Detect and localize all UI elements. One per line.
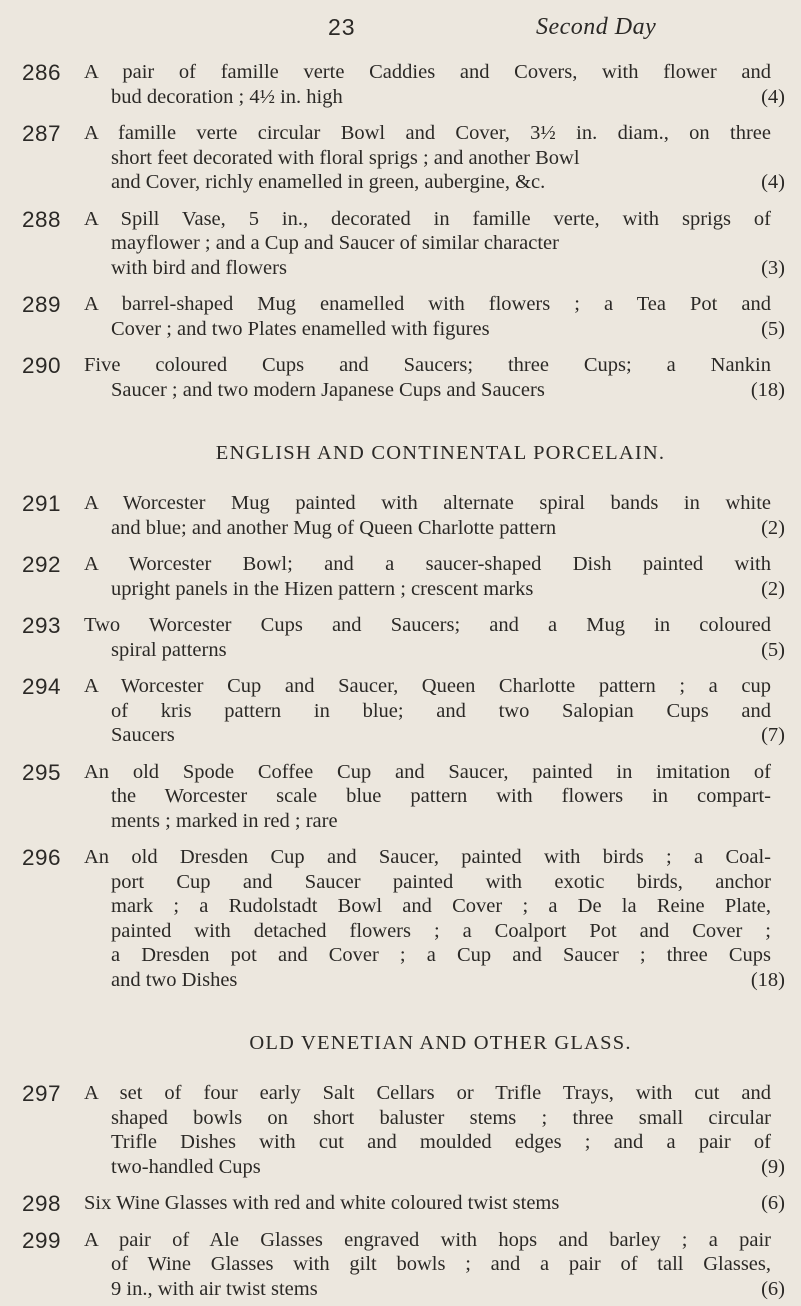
- lot-number: 298: [22, 1191, 62, 1216]
- lot-line: An old Spode Coffee Cup and Saucer, painted in imitation of: [84, 760, 771, 783]
- lot-289: [0, 292, 801, 341]
- catalogue-content: [0, 60, 801, 1301]
- lot-line: Five coloured Cups and Saucers; three Cups; a Nankin: [84, 354, 771, 376]
- lot-number: 292: [22, 552, 62, 577]
- page-number: 23: [328, 14, 356, 40]
- lot-line: mark ; a Rudolstadt Bowl and Cover ; a De la Reine Plate,: [111, 895, 771, 917]
- lot-line: A Worcester Cup and Saucer, Queen Charlotte pattern ; a cup: [84, 675, 771, 697]
- lot-line: Six Wine Glasses with red and white coloured twist stems (6): [84, 1192, 785, 1214]
- lot-description: [84, 1228, 785, 1302]
- lot-number: 291: [22, 491, 62, 516]
- lot-quantity: (3): [761, 256, 785, 279]
- lot-line: bud decoration ; 4½ in. high (4): [111, 85, 785, 108]
- lot-line: Two Worcester Cups and Saucers; and a Mug in coloured: [84, 614, 771, 636]
- lot-number: 289: [22, 292, 62, 317]
- lot-line: a Dresden pot and Cover ; a Cup and Saucer ; three Cups: [111, 944, 771, 966]
- lot-295: [0, 760, 801, 834]
- lot-line: of kris pattern in blue; and two Salopian Cups and: [111, 699, 771, 722]
- lot-description: [84, 121, 785, 195]
- lot-line: and blue; and another Mug of Queen Charlotte pattern (2): [111, 516, 785, 539]
- lot-292: [0, 552, 801, 601]
- lot-293: [0, 613, 801, 662]
- lot-number: 293: [22, 613, 62, 638]
- lot-287: [0, 121, 801, 195]
- lot-line: Cover ; and two Plates enamelled with figures (5): [111, 317, 785, 340]
- lot-line: A Worcester Mug painted with alternate spiral bands in white: [84, 492, 771, 514]
- lot-line: Saucer ; and two modern Japanese Cups and Saucers (18): [111, 378, 785, 401]
- lot-line: An old Dresden Cup and Saucer, painted with birds ; a Coal-: [84, 846, 771, 868]
- lot-line: A barrel-shaped Mug enamelled with flowers ; a Tea Pot and: [84, 293, 771, 315]
- section-heading-porcelain: ENGLISH AND CONTINENTAL PORCELAIN.: [215, 442, 666, 464]
- lot-line: short feet decorated with floral sprigs ; and another Bowl: [111, 146, 580, 169]
- lot-line: mayflower ; and a Cup and Saucer of similar character: [111, 232, 559, 254]
- lot-line: ments ; marked in red ; rare: [111, 809, 338, 832]
- lot-number: 286: [22, 60, 62, 85]
- lot-line: A famille verte circular Bowl and Cover, 3½ in. diam., on three: [84, 122, 771, 144]
- lot-299: [0, 1228, 801, 1302]
- lot-quantity: (9): [761, 1155, 785, 1178]
- lot-number: 294: [22, 674, 62, 699]
- lot-description: [84, 207, 785, 281]
- lot-quantity: (18): [750, 378, 785, 401]
- section-heading-glass: OLD VENETIAN AND OTHER GLASS.: [249, 1032, 632, 1054]
- lot-286: [0, 60, 801, 109]
- lot-description: [84, 552, 785, 601]
- lot-line: 9 in., with air twist stems (6): [111, 1277, 785, 1300]
- lot-number: 296: [22, 845, 62, 870]
- lot-quantity: (5): [761, 638, 785, 661]
- lot-number: 288: [22, 206, 62, 232]
- lot-description: [84, 60, 785, 109]
- lot-quantity: (7): [761, 724, 785, 746]
- lot-quantity: (4): [761, 85, 785, 108]
- lot-298: [0, 1191, 801, 1216]
- lot-297: [0, 1081, 801, 1179]
- lot-quantity: (18): [750, 968, 785, 991]
- lot-description: [84, 674, 785, 748]
- lot-description: [84, 613, 785, 662]
- lot-quantity: (4): [761, 171, 785, 193]
- lot-quantity: (5): [761, 317, 785, 340]
- lot-description: [84, 1191, 785, 1216]
- lot-296: [0, 845, 801, 992]
- lot-line: A pair of Ale Glasses engraved with hops and barley ; a pair: [84, 1228, 771, 1251]
- lot-quantity: (2): [761, 516, 785, 539]
- lot-290: [0, 353, 801, 402]
- lot-number: 295: [22, 759, 62, 785]
- lot-line: Trifle Dishes with cut and moulded edges ; and a pair of: [111, 1131, 771, 1153]
- lot-number: 287: [22, 121, 62, 146]
- lot-line: Saucers (7): [111, 724, 785, 746]
- lot-number: 299: [22, 1227, 62, 1253]
- lot-description: [84, 1081, 785, 1179]
- lot-291: [0, 491, 801, 540]
- lot-line: of Wine Glasses with gilt bowls ; and a pair of tall Glasses,: [111, 1253, 771, 1275]
- lot-line: A Worcester Bowl; and a saucer-shaped Dish painted with: [84, 553, 771, 575]
- lot-number: 290: [22, 353, 62, 378]
- lot-line: the Worcester scale blue pattern with flowers in compart-: [111, 785, 771, 807]
- lot-line: and Cover, richly enamelled in green, aubergine, &c. (4): [111, 171, 785, 193]
- lot-description: [84, 491, 785, 540]
- lot-line: two-handled Cups (9): [111, 1155, 785, 1178]
- lot-288: [0, 207, 801, 281]
- lot-description: [84, 760, 771, 834]
- lot-line: port Cup and Saucer painted with exotic birds, anchor: [111, 870, 771, 893]
- lot-description: [84, 845, 785, 992]
- lot-line: A set of four early Salt Cellars or Trifle Trays, with cut and: [84, 1082, 771, 1104]
- page-header: [0, 14, 801, 50]
- lot-line: upright panels in the Hizen pattern ; crescent marks (2): [111, 577, 785, 600]
- lot-line: and two Dishes (18): [111, 968, 785, 991]
- lot-294: [0, 674, 801, 748]
- lot-line: shaped bowls on short baluster stems ; three small circular: [111, 1106, 771, 1129]
- lot-line: A Spill Vase, 5 in., decorated in famille verte, with sprigs of: [84, 207, 771, 230]
- lot-quantity: (6): [761, 1192, 785, 1214]
- lot-line: A pair of famille verte Caddies and Covers, with flower and: [84, 61, 771, 83]
- lot-quantity: (6): [761, 1277, 785, 1300]
- lot-line: painted with detached flowers ; a Coalport Pot and Cover ;: [111, 919, 771, 942]
- lot-line: with bird and flowers (3): [111, 256, 785, 279]
- lot-number: 297: [22, 1081, 62, 1106]
- lot-description: [84, 292, 785, 341]
- lot-quantity: (2): [761, 577, 785, 600]
- lot-line: spiral patterns (5): [111, 638, 785, 661]
- running-title: Second Day: [536, 14, 657, 40]
- lot-description: [84, 353, 785, 402]
